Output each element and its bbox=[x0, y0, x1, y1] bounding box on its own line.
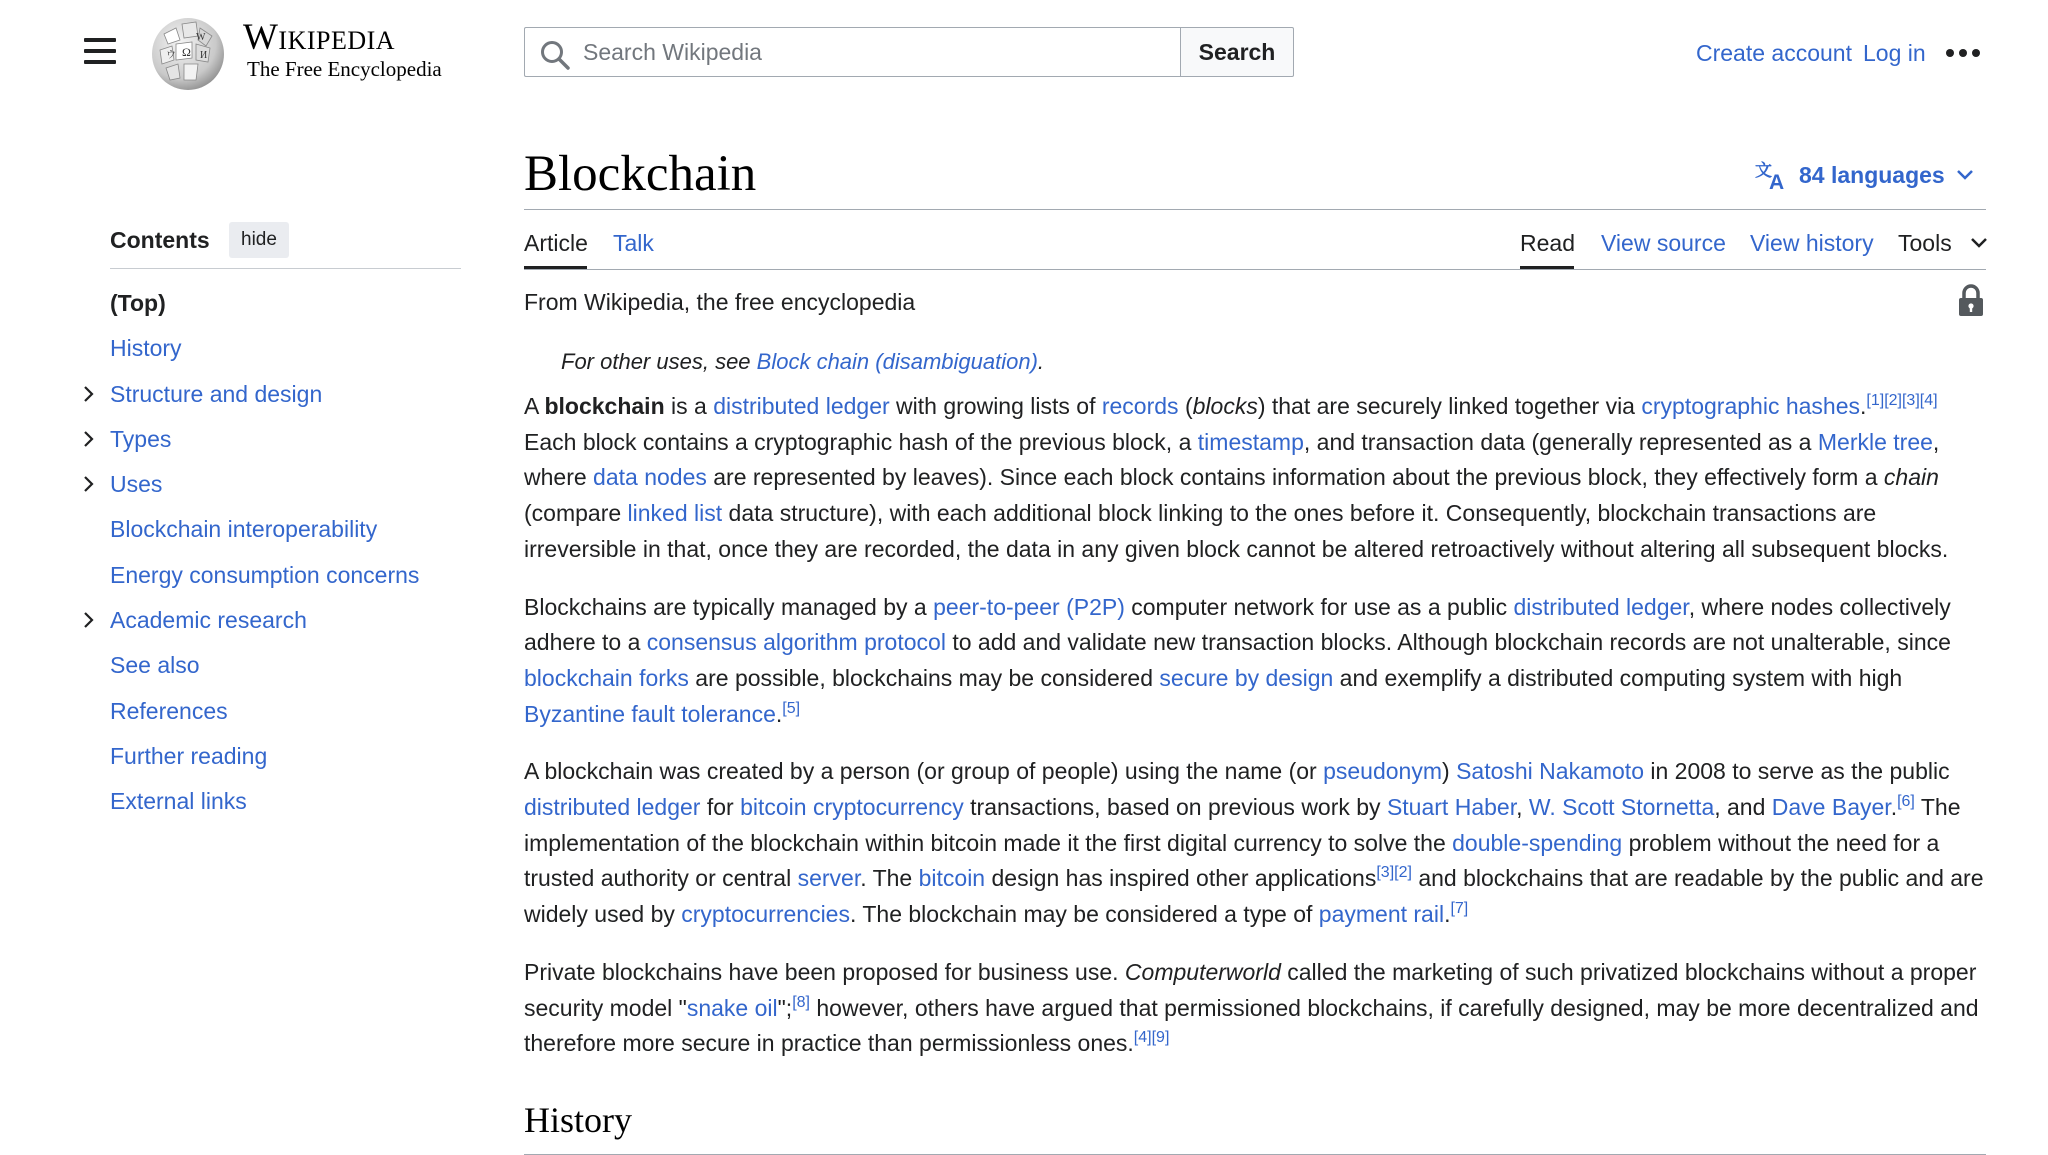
toc-link[interactable]: References bbox=[110, 697, 228, 724]
language-button[interactable] bbox=[1755, 160, 1975, 190]
log-in-link[interactable]: Log in bbox=[1863, 40, 1926, 66]
hamburger-bar bbox=[84, 49, 116, 53]
text-run: , and bbox=[1714, 794, 1772, 821]
citation-link[interactable]: [8] bbox=[792, 993, 810, 1011]
toc-link[interactable]: Blockchain interoperability bbox=[110, 516, 378, 543]
article-paragraph bbox=[524, 754, 1986, 933]
search-box bbox=[524, 27, 1180, 77]
wiki-link[interactable]: Byzantine fault tolerance bbox=[524, 700, 776, 727]
text-run: Blockchains are typically managed by a bbox=[524, 593, 934, 620]
citation-link[interactable]: [9] bbox=[1151, 1029, 1170, 1047]
citation-link[interactable]: [3] bbox=[1901, 392, 1920, 409]
wiki-link[interactable]: linked list bbox=[627, 500, 723, 527]
translate-icon bbox=[1755, 160, 1789, 190]
text-run: computer network for use as a public bbox=[1124, 593, 1514, 620]
wiki-link[interactable]: Satoshi Nakamoto bbox=[1456, 758, 1644, 785]
logo-wordmark[interactable]: Wikipedia bbox=[243, 17, 396, 58]
toc-item bbox=[72, 780, 472, 825]
text-run: . The blockchain may be considered a type of bbox=[849, 901, 1319, 928]
hatnote-suffix: . bbox=[1037, 349, 1045, 374]
toc-link[interactable]: Types bbox=[110, 425, 172, 452]
toc-item bbox=[72, 418, 472, 463]
toc-link[interactable]: Further reading bbox=[110, 742, 268, 769]
toc-link[interactable]: (Top) bbox=[110, 290, 166, 316]
text-run: with growing lists of bbox=[889, 393, 1102, 419]
wiki-link[interactable]: bitcoin bbox=[740, 794, 807, 821]
text-run: A blockchain was created by a person (or group of people) using the name (or bbox=[524, 758, 1324, 785]
search-icon bbox=[539, 39, 571, 71]
text-run: and exemplify a distributed computing system with high bbox=[1333, 664, 1903, 691]
text-run: are represented by leaves). Since each block contains information about the previous block, they effectively form a bbox=[706, 464, 1884, 491]
wiki-link[interactable]: distributed ledger bbox=[713, 393, 890, 419]
lock-icon[interactable] bbox=[1957, 283, 1985, 317]
tab-view-source[interactable]: View source bbox=[1601, 230, 1726, 256]
toc-link[interactable]: Academic research bbox=[110, 607, 307, 634]
toc-item bbox=[72, 327, 472, 372]
text-run: . bbox=[1890, 794, 1898, 821]
wiki-link[interactable]: payment rail bbox=[1318, 901, 1445, 928]
text-run: Each block contains a cryptographic hash of the previous block, a bbox=[524, 428, 1198, 455]
text-run: "; bbox=[777, 994, 793, 1021]
citation-link[interactable]: [4] bbox=[1919, 392, 1938, 409]
citation-link[interactable]: [3] bbox=[1376, 864, 1395, 882]
text-run: , where bbox=[524, 428, 1940, 491]
tab-article[interactable]: Article bbox=[524, 230, 588, 256]
wiki-link[interactable]: cryptographic hashes bbox=[1641, 393, 1860, 419]
text-run: . bbox=[775, 700, 783, 727]
toc-item bbox=[72, 735, 472, 780]
tabs-divider bbox=[524, 269, 1986, 270]
wiki-link[interactable]: records bbox=[1101, 393, 1179, 419]
wiki-link[interactable]: data nodes bbox=[593, 464, 707, 491]
text-run: transactions, based on previous work by bbox=[963, 794, 1387, 821]
article-body bbox=[524, 389, 1986, 1084]
wiki-link[interactable]: W. Scott Stornetta bbox=[1528, 794, 1715, 821]
text-run: for bbox=[700, 794, 741, 821]
wiki-link[interactable]: peer-to-peer (P2P) bbox=[933, 593, 1125, 620]
toc-item bbox=[72, 599, 472, 644]
article-paragraph bbox=[524, 955, 1986, 1062]
chevron-down-icon bbox=[1955, 168, 1975, 182]
ellipsis-icon[interactable] bbox=[1946, 44, 1984, 64]
toc-link[interactable]: History bbox=[110, 335, 182, 362]
citation-link[interactable]: [5] bbox=[782, 699, 801, 717]
page-title: Blockchain bbox=[524, 146, 757, 202]
wikipedia-globe-logo[interactable] bbox=[146, 14, 230, 92]
svg-text:A: A bbox=[1769, 171, 1785, 190]
svg-text:文: 文 bbox=[1755, 161, 1772, 181]
toc-list bbox=[72, 282, 472, 826]
citation-link[interactable]: [6] bbox=[1897, 793, 1915, 811]
text-run: ) bbox=[1442, 758, 1457, 785]
toc-title: Contents bbox=[110, 227, 210, 253]
chevron-right-icon[interactable] bbox=[80, 430, 98, 448]
hatnote bbox=[561, 347, 1044, 377]
text-run: A bbox=[524, 393, 545, 419]
text-run: ( bbox=[1178, 393, 1193, 419]
toc-link[interactable]: Uses bbox=[110, 471, 163, 498]
article-paragraph bbox=[524, 590, 1986, 733]
search-button[interactable]: Search bbox=[1180, 27, 1294, 77]
hamburger-icon bbox=[84, 38, 116, 42]
toc-link[interactable]: See also bbox=[110, 652, 200, 679]
svg-text:ウ: ウ bbox=[166, 50, 176, 61]
tab-talk[interactable]: Talk bbox=[613, 230, 654, 256]
text-run: is a bbox=[664, 393, 714, 419]
text-run: The implementation of the blockchain within bitcoin made it the first digital currency to solve the bbox=[524, 794, 1961, 856]
wiki-link[interactable]: Stuart Haber bbox=[1386, 794, 1517, 821]
toc-hide-button[interactable]: hide bbox=[229, 222, 289, 258]
title-divider bbox=[524, 209, 1986, 210]
wiki-link[interactable]: pseudonym bbox=[1323, 758, 1442, 785]
hamburger-bar bbox=[84, 60, 116, 64]
text-run: , where nodes collectively adhere to a bbox=[524, 593, 1951, 656]
wiki-link[interactable]: double-spending bbox=[1452, 829, 1623, 856]
text-run: , bbox=[1516, 794, 1529, 821]
italic-text: Computerworld bbox=[1124, 958, 1281, 985]
text-run: however, others have argued that permissioned blockchains, if carefully designed, may be more decentralized and therefore more secure in practice than permissionless ones. bbox=[524, 994, 1979, 1057]
toc-item bbox=[72, 282, 472, 327]
hatnote-link[interactable]: Block chain (disambiguation) bbox=[756, 349, 1038, 374]
text-run: are possible, blockchains may be considered bbox=[688, 664, 1160, 691]
wiki-link[interactable]: blockchain forks bbox=[524, 664, 689, 691]
section-heading-history: History bbox=[524, 1100, 632, 1140]
toc-item bbox=[72, 373, 472, 418]
toc-link[interactable]: Energy consumption concerns bbox=[110, 561, 420, 588]
wiki-link[interactable]: timestamp bbox=[1197, 428, 1304, 455]
text-run: data structure), with each additional block linking to the ones before it. Consequently, blockchain transactions are irreversible in that, once they are recorded, the data in any given block cannot be altered retroactively without altering all subsequent blocks. bbox=[524, 500, 1949, 562]
wiki-link[interactable]: secure by design bbox=[1159, 664, 1334, 691]
toc-divider bbox=[110, 268, 461, 269]
toc-item bbox=[72, 463, 472, 508]
wiki-link[interactable]: consensus algorithm protocol bbox=[646, 629, 946, 656]
site-tagline: From Wikipedia, the free encyclopedia bbox=[524, 289, 916, 315]
text-run: . bbox=[1444, 901, 1451, 928]
toc-item bbox=[72, 644, 472, 689]
hatnote-prefix: For other uses, see bbox=[561, 349, 757, 374]
bold-term: blockchain bbox=[544, 393, 665, 419]
text-run: called the marketing of such privatized blockchains without a proper security model " bbox=[524, 958, 1977, 1021]
chevron-right-icon[interactable] bbox=[80, 611, 98, 629]
language-count: 84 languages bbox=[1799, 161, 1945, 188]
wiki-link[interactable]: distributed ledger bbox=[524, 794, 701, 821]
toc-item bbox=[72, 554, 472, 599]
wiki-link[interactable]: Dave Bayer bbox=[1771, 794, 1891, 821]
wiki-link[interactable]: cryptocurrencies bbox=[681, 901, 850, 928]
text-run: to add and validate new transaction blocks. Although blockchain records are not unalterable, since bbox=[945, 629, 1951, 656]
italic-text: chain bbox=[1883, 464, 1939, 491]
citation-link[interactable]: [2] bbox=[1394, 864, 1412, 882]
chevron-right-icon[interactable] bbox=[80, 385, 98, 403]
article-paragraph bbox=[524, 389, 1986, 568]
text-run: , and transaction data (generally represented as a bbox=[1303, 428, 1818, 455]
citation-link[interactable]: [7] bbox=[1450, 900, 1469, 918]
citation-link[interactable]: [4] bbox=[1133, 1029, 1152, 1047]
text-run: ) that are securely linked together via bbox=[1257, 393, 1642, 419]
tab-view-history[interactable]: View history bbox=[1750, 230, 1874, 256]
wiki-link[interactable]: distributed ledger bbox=[1513, 593, 1689, 620]
italic-text: blocks bbox=[1192, 393, 1258, 419]
search-input[interactable] bbox=[583, 28, 1180, 76]
wiki-link[interactable]: Merkle tree bbox=[1817, 428, 1933, 455]
chevron-right-icon[interactable] bbox=[80, 475, 98, 493]
wiki-link[interactable]: bitcoin bbox=[918, 865, 986, 892]
text-run: and blockchains that are readable by the public and are widely used by bbox=[524, 865, 1984, 928]
citation-link[interactable]: [1] bbox=[1866, 392, 1885, 409]
text-run: design has inspired other applications bbox=[985, 865, 1377, 892]
svg-text:Ω: Ω bbox=[182, 45, 191, 59]
main-menu-button[interactable] bbox=[84, 38, 116, 64]
svg-text:W: W bbox=[196, 32, 206, 43]
chevron-down-icon[interactable] bbox=[1969, 236, 1989, 250]
wiki-link[interactable]: server bbox=[797, 865, 861, 892]
text-run: Private blockchains have been proposed for business use. bbox=[524, 958, 1125, 985]
wiki-link[interactable]: cryptocurrency bbox=[812, 794, 964, 821]
wiki-link[interactable]: snake oil bbox=[686, 994, 778, 1021]
toc-link[interactable]: Structure and design bbox=[110, 380, 323, 407]
toc-item bbox=[72, 508, 472, 553]
toc-item bbox=[72, 690, 472, 735]
toc-link[interactable]: External links bbox=[110, 788, 247, 815]
tab-tools[interactable]: Tools bbox=[1898, 230, 1952, 256]
text-run: problem without the need for a trusted authority or central bbox=[524, 829, 1940, 892]
text-run: in 2008 to serve as the public bbox=[1644, 758, 1950, 785]
text-run: . The bbox=[860, 865, 919, 892]
citation-link[interactable]: [2] bbox=[1884, 392, 1902, 409]
search-form bbox=[524, 27, 1294, 77]
text-run: (compare bbox=[524, 500, 628, 527]
text-run: . bbox=[1860, 393, 1867, 419]
logo-tagline: The Free Encyclopedia bbox=[247, 57, 442, 81]
tab-read[interactable]: Read bbox=[1520, 230, 1575, 256]
create-account-link[interactable]: Create account bbox=[1696, 40, 1852, 66]
svg-text:И: И bbox=[200, 50, 208, 61]
